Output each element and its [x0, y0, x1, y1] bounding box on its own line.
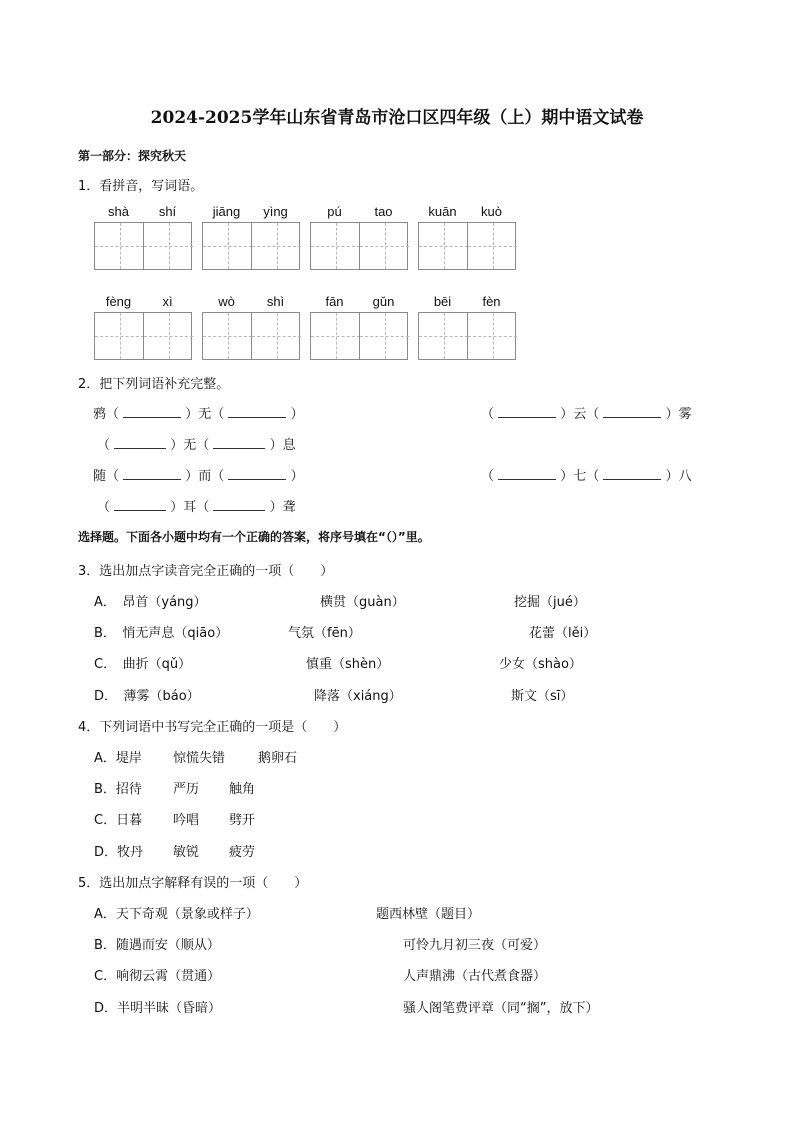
choice-instructions: 选择题。下面各小题中均有一个正确的答案，将序号填在“（）”里。	[78, 530, 430, 544]
writing-grid-cell[interactable]	[203, 223, 252, 269]
writing-grid-cell[interactable]	[467, 223, 517, 269]
pinyin-syllable: pú	[327, 204, 342, 219]
option-3a-word3: 挖掘（jué）	[514, 595, 586, 610]
option-3d[interactable]: D． 薄雾（báo）	[94, 689, 200, 704]
question-5-prompt: 5．选出加点字解释有误的一项（ ）	[78, 876, 308, 891]
answer-blank[interactable]	[213, 498, 265, 511]
pinyin-syllable: fān	[325, 294, 344, 309]
writing-grid-cell[interactable]	[419, 223, 468, 269]
fill-item-text: ）聋	[269, 500, 296, 515]
writing-grid-box[interactable]	[202, 312, 300, 360]
option-5c[interactable]: C．响彻云霄（贯通）	[94, 969, 221, 984]
option-5c-item2: 人声鼎沸（古代煮食器）	[403, 969, 547, 984]
fill-item-text: ）而（	[185, 469, 225, 484]
fill-item-text: （	[481, 407, 495, 422]
fill-item-text: ）云（	[560, 407, 600, 422]
writing-grid-box[interactable]	[418, 312, 516, 360]
option-3a-word2: 横贯（guàn）	[320, 595, 405, 610]
fill-item-text: （	[481, 469, 495, 484]
fill-item-text: ）七（	[560, 469, 600, 484]
pinyin-syllable: fèng	[105, 294, 132, 309]
fill-item-5	[481, 465, 692, 484]
question-2-prompt: 2．把下列词语补充完整。	[78, 377, 230, 392]
option-4d[interactable]: D．牧丹	[94, 845, 144, 860]
fill-item-text: （	[97, 500, 111, 515]
question-4-prompt: 4．下列词语中书写完全正确的一项是（ ）	[78, 720, 347, 735]
writing-grid-cell[interactable]	[203, 313, 252, 359]
writing-grid-cell[interactable]	[95, 223, 144, 269]
option-5d[interactable]: D．半明半昧（昏暗）	[94, 1001, 222, 1016]
option-3b[interactable]: B． 悄无声息（qiāo）	[94, 626, 229, 641]
pinyin-syllable: bēi	[433, 294, 452, 309]
page-title: 2024-2025学年山东省青岛市沧口区四年级（上）期中语文试卷	[150, 108, 644, 128]
option-5a-item2: 题西林壁（题目）	[376, 907, 481, 922]
option-4a-word3: 鹅卵石	[258, 751, 298, 766]
writing-grid-cell[interactable]	[419, 313, 468, 359]
fill-item-text: ）无（	[170, 438, 210, 453]
option-5b[interactable]: B．随遇而安（顺从）	[94, 938, 220, 953]
answer-blank[interactable]	[603, 405, 661, 418]
pinyin-syllable: kuò	[481, 204, 502, 219]
option-3a[interactable]: A． 昂首（yáng）	[94, 595, 207, 610]
pinyin-syllable: fèn	[482, 294, 501, 309]
pinyin-syllable: shí	[158, 204, 177, 219]
fill-item-text: ）雾	[665, 407, 692, 422]
option-3c-word3: 少女（shào）	[499, 657, 582, 672]
pinyin-syllable: yìng	[263, 204, 288, 219]
writing-grid-cell[interactable]	[251, 313, 301, 359]
option-4b-word2: 严历	[173, 782, 200, 797]
option-3c[interactable]: C． 曲折（qǔ）	[94, 657, 192, 672]
option-4c-word2: 吟唱	[173, 813, 200, 828]
fill-item-text: 随（	[93, 469, 120, 484]
writing-grid-cell[interactable]	[251, 223, 301, 269]
option-4a-word2: 惊慌失错	[173, 751, 226, 766]
pinyin-syllable: xì	[162, 294, 173, 309]
writing-grid-cell[interactable]	[95, 313, 144, 359]
question-3-prompt: 3．选出加点字读音完全正确的一项（ ）	[78, 564, 334, 579]
pinyin-syllable: wò	[218, 294, 235, 309]
fill-item-text: ）八	[665, 469, 692, 484]
writing-grid-box[interactable]	[310, 312, 408, 360]
option-4b[interactable]: B．招待	[94, 782, 142, 797]
question-1-prompt: 1．看拼音，写词语。	[78, 179, 204, 194]
option-4c-word3: 劈开	[229, 813, 256, 828]
answer-blank[interactable]	[213, 436, 265, 449]
writing-grid-cell[interactable]	[143, 313, 193, 359]
option-3d-word2: 降落（xiáng）	[314, 689, 402, 704]
option-5b-item2: 可怜九月初三夜（可爱）	[403, 938, 547, 953]
writing-grid-cell[interactable]	[143, 223, 193, 269]
option-3b-word3: 花蕾（lěi）	[529, 626, 597, 641]
fill-item-6	[97, 496, 296, 515]
answer-blank[interactable]	[114, 436, 166, 449]
fill-item-1	[93, 403, 304, 422]
pinyin-syllable: tao	[374, 204, 393, 219]
option-4d-word3: 疲劳	[229, 845, 256, 860]
writing-grid-cell[interactable]	[359, 313, 409, 359]
pinyin-syllable: kuān	[428, 204, 457, 219]
option-4a[interactable]: A．堤岸	[94, 751, 142, 766]
writing-grid-cell[interactable]	[359, 223, 409, 269]
pinyin-syllable: shà	[108, 204, 129, 219]
answer-blank[interactable]	[228, 467, 286, 480]
answer-blank[interactable]	[603, 467, 661, 480]
writing-grid-box[interactable]	[418, 222, 516, 270]
answer-blank[interactable]	[123, 467, 181, 480]
writing-grid-box[interactable]	[94, 312, 192, 360]
section-heading: 第一部分：探究秋天	[78, 149, 187, 163]
fill-item-2	[481, 403, 692, 422]
answer-blank[interactable]	[498, 467, 556, 480]
option-4c[interactable]: C．日暮	[94, 813, 143, 828]
option-4b-word3: 触角	[229, 782, 256, 797]
pinyin-syllable: shì	[266, 294, 285, 309]
answer-blank[interactable]	[498, 405, 556, 418]
fill-item-text: ）	[290, 469, 304, 484]
writing-grid-box[interactable]	[94, 222, 192, 270]
writing-grid-box[interactable]	[202, 222, 300, 270]
pinyin-syllable: gǔn	[372, 294, 395, 309]
answer-blank[interactable]	[123, 405, 181, 418]
option-3d-word3: 斯文（sī）	[511, 689, 574, 704]
fill-item-3	[97, 434, 296, 453]
answer-blank[interactable]	[114, 498, 166, 511]
writing-grid-cell[interactable]	[311, 223, 360, 269]
answer-blank[interactable]	[228, 405, 286, 418]
option-3b-word2: 气氛（fēn）	[288, 626, 361, 641]
writing-grid-box[interactable]	[310, 222, 408, 270]
fill-item-text: ）	[290, 407, 304, 422]
fill-item-text: ）息	[269, 438, 296, 453]
fill-item-text: ）无（	[185, 407, 225, 422]
fill-item-text: （	[97, 438, 111, 453]
writing-grid-cell[interactable]	[311, 313, 360, 359]
pinyin-syllable: jiāng	[212, 204, 241, 219]
writing-grid-cell[interactable]	[467, 313, 517, 359]
option-5d-item2: 骚人阁笔费评章（同“搁”，放下）	[403, 1001, 599, 1016]
fill-item-text: ）耳（	[170, 500, 210, 515]
option-5a[interactable]: A．天下奇观（景象或样子）	[94, 907, 259, 922]
option-3c-word2: 慎重（shèn）	[306, 657, 390, 672]
fill-item-4	[93, 465, 304, 484]
fill-item-text: 鸦（	[93, 407, 120, 422]
option-4d-word2: 敏锐	[173, 845, 200, 860]
